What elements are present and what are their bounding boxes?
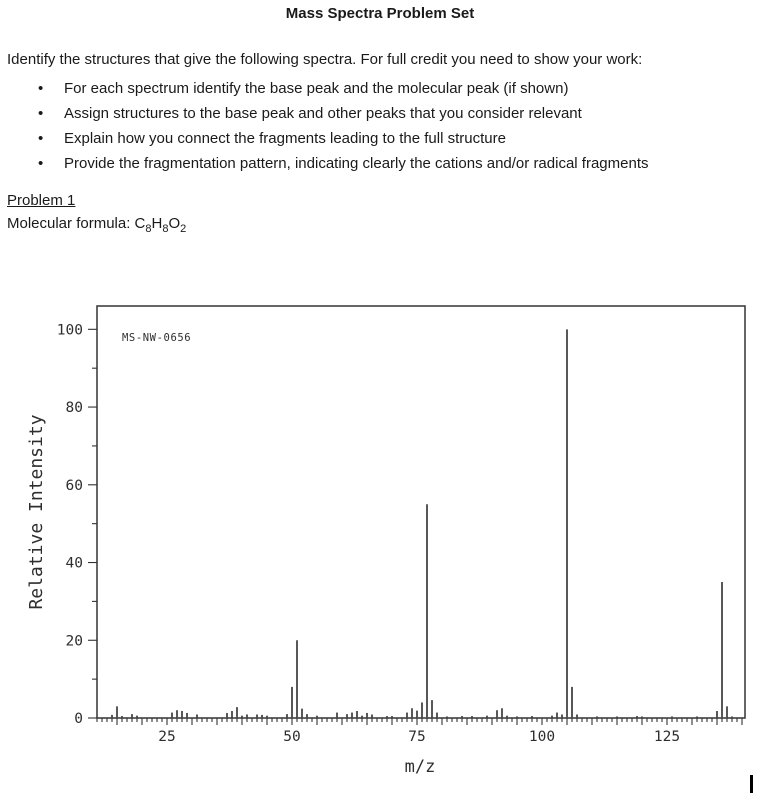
- y-tick-label: 100: [56, 322, 83, 339]
- intro-paragraph: Identify the structures that give the following spectra. For full credit you need to show your work:: [7, 51, 643, 68]
- spectrum-peaks: [112, 329, 732, 717]
- problem-heading: Problem 1: [7, 192, 76, 209]
- text-cursor: [750, 775, 753, 793]
- list-item: [0, 101, 719, 126]
- list-item-text: Provide the fragmentation pattern, indicating clearly the cations and/or radical fragments: [64, 155, 649, 172]
- molecular-formula: [7, 215, 760, 235]
- list-item-text: Explain how you connect the fragments leading to the full structure: [64, 130, 506, 147]
- bullet-marker: •: [38, 155, 44, 172]
- formula-subscript: 8: [145, 223, 152, 235]
- bullet-marker: •: [38, 80, 44, 97]
- bullet-marker: •: [38, 130, 44, 147]
- y-axis-title: Relative Intensity: [26, 414, 47, 610]
- y-tick-label: 60: [65, 477, 83, 494]
- x-tick-label: 125: [653, 729, 681, 745]
- formula-element: H: [151, 215, 163, 232]
- y-tick-label: 0: [74, 711, 83, 727]
- spectrum-plot: [0, 300, 760, 799]
- x-tick-label: 75: [408, 729, 426, 745]
- bullet-marker: •: [38, 105, 44, 122]
- list-item-text: For each spectrum identify the base peak and the molecular peak (if shown): [64, 80, 569, 97]
- formula-subscript: 8: [162, 223, 169, 235]
- x-tick-label: 50: [283, 729, 301, 745]
- y-tick-label: 40: [65, 555, 83, 572]
- x-tick-label: 25: [158, 729, 176, 745]
- plot-border: [97, 306, 745, 718]
- x-axis-title: m/z: [404, 757, 436, 777]
- mass-spectrum-chart: [0, 300, 760, 799]
- page-title: Mass Spectra Problem Set: [285, 5, 475, 22]
- y-tick-label: 20: [65, 633, 83, 650]
- formula-element: O: [168, 215, 181, 232]
- formula-label: Molecular formula:: [7, 215, 135, 232]
- list-item-text: Assign structures to the base peak and other peaks that you consider relevant: [64, 105, 582, 122]
- instructions-list: [0, 76, 760, 176]
- formula-subscript: 2: [180, 223, 187, 235]
- list-item: [0, 126, 719, 151]
- list-item: [0, 151, 719, 176]
- list-item: [0, 76, 719, 101]
- formula-element: C: [134, 215, 146, 232]
- spectrum-id-label: MS-NW-0656: [122, 332, 192, 344]
- y-tick-label: 80: [65, 400, 83, 417]
- x-tick-label: 100: [528, 729, 556, 745]
